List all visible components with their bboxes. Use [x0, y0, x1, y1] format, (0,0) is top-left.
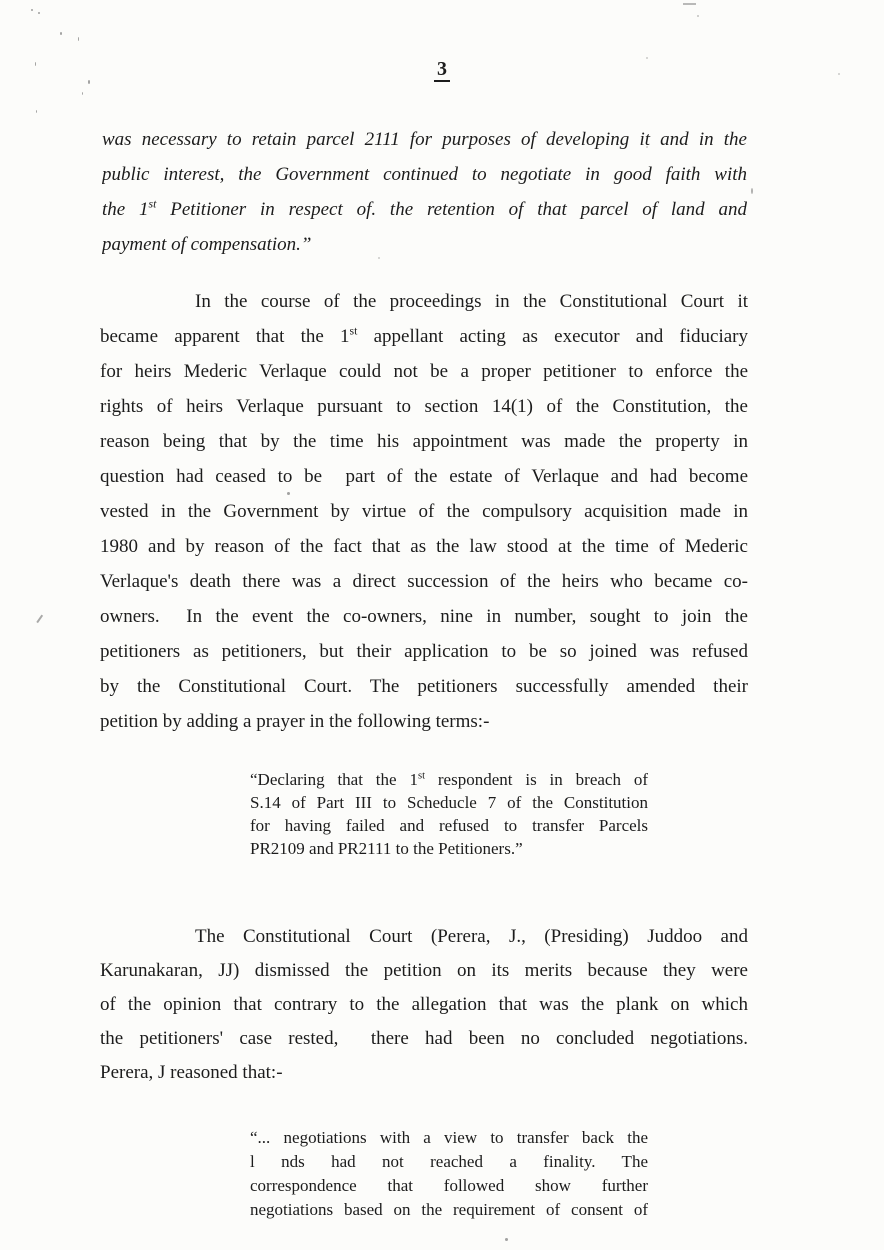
- text-line: public interest, the Government continued to negotiate in good faith with: [102, 164, 747, 185]
- text-line: petitioners as petitioners, but their application to be so joined was refused: [100, 641, 748, 662]
- text-line: question had ceased to be part of the estate of Verlaque and had become: [100, 466, 748, 487]
- scan-speck: [82, 92, 83, 95]
- page-number-container: [0, 58, 884, 82]
- text-line: owners. In the event the co-owners, nine in number, sought to join the: [100, 606, 748, 627]
- text-line: by the Constitutional Court. The petitioners successfully amended their: [100, 676, 748, 697]
- text-line: l nds had not reached a finality. The: [250, 1152, 648, 1171]
- text-line: for having failed and refused to transfer Parcels: [250, 816, 648, 835]
- scan-speck: [38, 12, 40, 14]
- text-line: 1980 and by reason of the fact that as the law stood at the time of Mederic: [100, 536, 748, 557]
- scan-speck: [683, 3, 696, 5]
- text-line: The Constitutional Court (Perera, J., (Presiding) Juddoo and: [195, 926, 748, 947]
- text-line: Karunakaran, JJ) dismissed the petition on its merits because they were: [100, 960, 748, 981]
- text-line: payment of compensation.”: [102, 234, 312, 255]
- scan-speck: [60, 32, 62, 35]
- scan-speck: [287, 492, 290, 495]
- reasoning-blockquote: [250, 1126, 648, 1222]
- text-line: Perera, J reasoned that:-: [100, 1062, 283, 1083]
- text-line: vested in the Government by virtue of the compulsory acquisition made in: [100, 501, 748, 522]
- scan-speck: [378, 257, 380, 259]
- body-paragraph-2: [100, 920, 748, 1090]
- opening-quote-paragraph: [102, 122, 747, 262]
- body-paragraph-1: [100, 284, 748, 739]
- scan-speck: [36, 615, 42, 623]
- scan-speck: [751, 188, 753, 194]
- text-line: petition by adding a prayer in the following terms:-: [100, 711, 490, 732]
- scan-speck: [505, 1238, 508, 1241]
- text-line: of the opinion that contrary to the allegation that was the plank on which: [100, 994, 748, 1015]
- scan-speck: [78, 37, 79, 41]
- text-line: correspondence that followed show further: [250, 1176, 648, 1195]
- scan-speck: [36, 110, 37, 113]
- text-line: Verlaque's death there was a direct succession of the heirs who became co-: [100, 571, 748, 592]
- prayer-blockquote: [250, 768, 648, 860]
- scan-speck: [646, 146, 648, 148]
- text-line: In the course of the proceedings in the Constitutional Court it: [195, 291, 748, 312]
- scan-speck: [838, 73, 840, 75]
- text-line: became apparent that the 1st appellant acting as executor and fiduciary: [100, 324, 748, 347]
- text-line: rights of heirs Verlaque pursuant to section 14(1) of the Constitution, the: [100, 396, 748, 417]
- scan-speck: [697, 15, 699, 17]
- scan-speck: [88, 80, 90, 84]
- text-line: was necessary to retain parcel 2111 for purposes of developing it and in the: [102, 129, 747, 150]
- text-line: “... negotiations with a view to transfer back the: [250, 1128, 648, 1147]
- text-line: S.14 of Part III to Scheducle 7 of the Constitution: [250, 793, 648, 812]
- page-number: 3: [434, 58, 450, 82]
- scan-speck: [35, 62, 36, 66]
- text-line: the petitioners' case rested, there had been no concluded negotiations.: [100, 1028, 748, 1049]
- text-line: “Declaring that the 1st respondent is in breach of: [250, 770, 648, 789]
- text-line: reason being that by the time his appointment was made the property in: [100, 431, 748, 452]
- scan-speck: [31, 9, 33, 11]
- text-line: negotiations based on the requirement of consent of: [250, 1200, 648, 1219]
- scan-speck: [646, 57, 648, 59]
- text-line: the 1st Petitioner in respect of. the retention of that parcel of land and: [102, 197, 747, 220]
- text-line: PR2109 and PR2111 to the Petitioners.”: [250, 839, 523, 858]
- text-line: for heirs Mederic Verlaque could not be a proper petitioner to enforce the: [100, 361, 748, 382]
